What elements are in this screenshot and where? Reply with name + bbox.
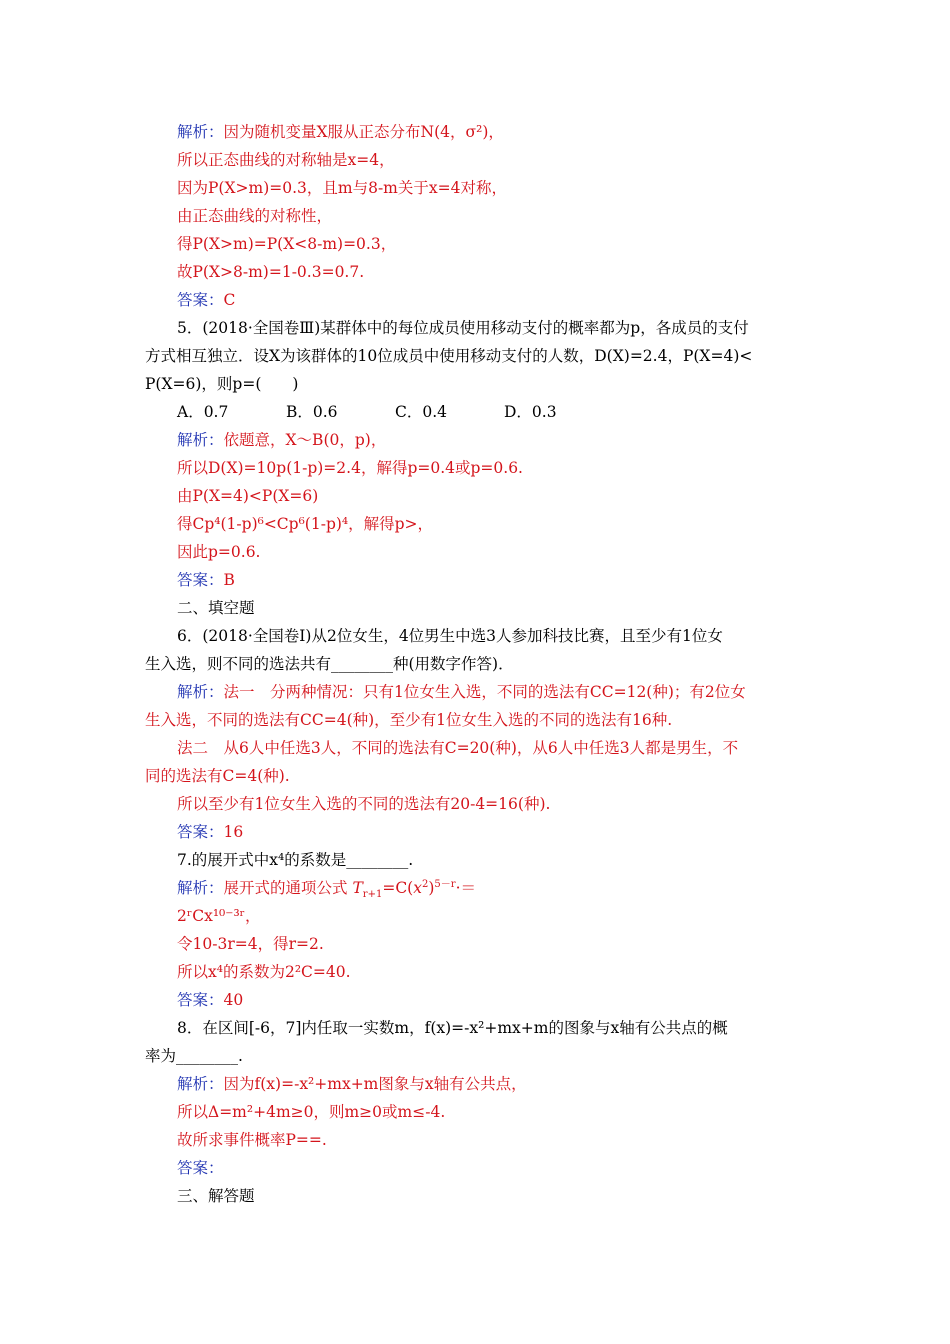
q5-stem-line-1: 5．(2018·全国卷Ⅲ)某群体中的每位成员使用移动支付的概率都为p，各成员的支付 (177, 319, 749, 337)
q6-solution-line-4: 同的选法有C=4(种). (145, 767, 290, 785)
q4-solution-line-6: 故P(X>8-m)=1-0.3=0.7. (177, 263, 365, 281)
q8-solution-line-2: 所以Δ=m²+4m≥0，则m≥0或m≤-4. (177, 1103, 446, 1121)
q8-stem-line-1: 8．在区间[-6，7]内任取一实数m，f(x)=-x²+mx+m的图象与x轴有公共点的概 (177, 1019, 728, 1037)
q5-solution-line-3: 由P(X=4)<P(X=6) (177, 487, 319, 505)
q4-solution-line-1: 解析：因为随机变量X服从正态分布N(4，σ²)， (177, 123, 504, 141)
q7-stem: 7.的展开式中x⁴的系数是________. (177, 851, 414, 869)
q5-option-b: B．0.6 (286, 403, 338, 421)
section-heading-solutions: 三、解答题 (177, 1187, 255, 1205)
q7-answer: 答案：40 (177, 991, 244, 1009)
q8-stem-line-2: 率为________. (145, 1047, 243, 1065)
q6-stem-line-2: 生入选，则不同的选法共有________种(用数字作答)． (145, 655, 514, 673)
q6-answer: 答案：16 (177, 823, 244, 841)
q8-solution-line-3: 故所求事件概率P==. (177, 1131, 327, 1149)
q5-stem-line-3: P(X=6)，则p=( ) (145, 375, 299, 393)
q5-option-a: A．0.7 (177, 403, 229, 421)
q8-answer: 答案： (177, 1159, 224, 1177)
q4-solution-line-5: 得P(X>m)=P(X<8-m)=0.3， (177, 235, 397, 253)
q5-solution-line-5: 因此p=0.6. (177, 543, 261, 561)
q5-option-d: D．0.3 (504, 403, 557, 421)
q7-solution-line-2: 2ʳCx¹⁰⁻³ʳ， (177, 907, 261, 925)
q6-stem-line-1: 6．(2018·全国卷Ⅰ)从2位女生，4位男生中选3人参加科技比赛，且至少有1位女 (177, 627, 723, 645)
q4-solution-line-3: 因为P(X>m)=0.3，且m与8-m关于x=4对称， (177, 179, 507, 197)
q7-general-term: 展开式的通项公式 $T_{r+1}=C(x^2)^{5-r}\cdot=$ (223, 878, 477, 901)
q5-solution-line-4: 得Cp⁴(1-p)⁶<Cp⁶(1-p)⁴，解得p>， (177, 515, 434, 533)
q5-option-c: C．0.4 (395, 403, 448, 421)
q8-solution-line-1: 解析：因为f(x)=-x²+mx+m图象与x轴有公共点， (177, 1075, 527, 1093)
q7-solution-line-1: 解析：展开式的通项公式 $T_{r+1}=C(x^2)^{5-r}\cdot=$ (177, 878, 477, 901)
q4-solution-line-4: 由正态曲线的对称性， (177, 207, 333, 225)
q7-solution-line-4: 所以x⁴的系数为2²C=40. (177, 963, 351, 981)
q6-solution-line-2: 生入选，不同的选法有CC=4(种)，至少有1位女生入选的不同的选法有16种. (145, 711, 673, 729)
q6-solution-line-1: 解析：法一 分两种情况：只有1位女生入选，不同的选法有CC=12(种)；有2位女 (177, 683, 746, 701)
q6-solution-line-3: 法二 从6人中任选3人，不同的选法有C=20(种)，从6人中任选3人都是男生，不 (177, 739, 739, 757)
q5-solution-line-1: 解析：依题意，X～B(0，p)， (177, 431, 387, 449)
q4-answer: 答案：C (177, 291, 236, 309)
q5-stem-line-2: 方式相互独立．设X为该群体的10位成员中使用移动支付的人数，D(X)=2.4，P(X=4)< (145, 347, 753, 365)
q6-solution-line-5: 所以至少有1位女生入选的不同的选法有20-4=16(种). (177, 795, 551, 813)
section-heading-fill-in: 二、填空题 (177, 599, 255, 617)
q7-solution-line-3: 令10-3r=4，得r=2. (177, 935, 324, 953)
q5-solution-line-2: 所以D(X)=10p(1-p)=2.4，解得p=0.4或p=0.6. (177, 459, 523, 477)
q4-solution-line-2: 所以正态曲线的对称轴是x=4， (177, 151, 395, 169)
q5-answer: 答案：B (177, 571, 235, 589)
